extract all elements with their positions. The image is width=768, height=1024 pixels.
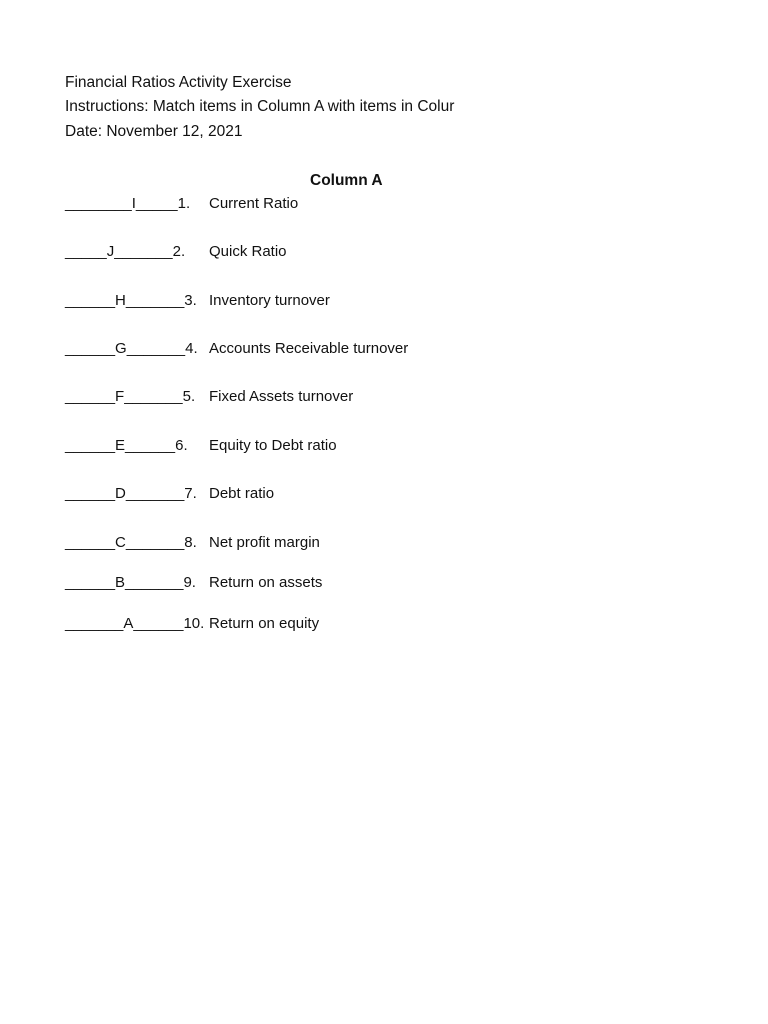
instructions-line: Instructions: Match items in Column A with items in Colur	[65, 98, 455, 115]
match-item-1	[65, 194, 298, 214]
answer-blank-7: ______D_______7.	[65, 485, 197, 502]
term-8: Net profit margin	[209, 534, 320, 551]
term-7: Debt ratio	[209, 485, 275, 502]
answer-blank-1: ________I_____1.	[65, 195, 191, 212]
term-2: Quick Ratio	[209, 243, 287, 260]
term-10: Return on equity	[209, 615, 320, 632]
answer-blank-9: ______B_______9.	[65, 574, 196, 591]
match-item-4	[65, 339, 408, 359]
term-9: Return on assets	[209, 574, 323, 591]
term-4: Accounts Receivable turnover	[209, 340, 409, 357]
match-item-8	[65, 533, 320, 553]
answer-blank-4: ______G_______4.	[65, 340, 198, 357]
match-item-10	[65, 614, 319, 634]
term-6: Equity to Debt ratio	[209, 437, 337, 454]
term-5: Fixed Assets turnover	[209, 388, 354, 405]
column-a-heading: Column A	[310, 172, 383, 189]
answer-blank-10: _______A______10.	[65, 615, 205, 632]
term-3: Inventory turnover	[209, 292, 330, 309]
match-item-2	[65, 242, 287, 262]
match-item-6	[65, 436, 337, 456]
answer-blank-6: ______E______6.	[65, 437, 188, 454]
match-item-5	[65, 387, 353, 407]
match-item-3	[65, 291, 330, 311]
match-item-9	[65, 573, 322, 593]
document-title: Financial Ratios Activity Exercise	[65, 74, 292, 91]
term-1: Current Ratio	[209, 195, 299, 212]
answer-blank-5: ______F_______5.	[65, 388, 196, 405]
match-item-7	[65, 484, 274, 504]
answer-blank-8: ______C_______8.	[65, 534, 197, 551]
date-line: Date: November 12, 2021	[65, 123, 243, 140]
answer-blank-2: _____J_______2.	[65, 243, 186, 260]
answer-blank-3: ______H_______3.	[65, 292, 197, 309]
